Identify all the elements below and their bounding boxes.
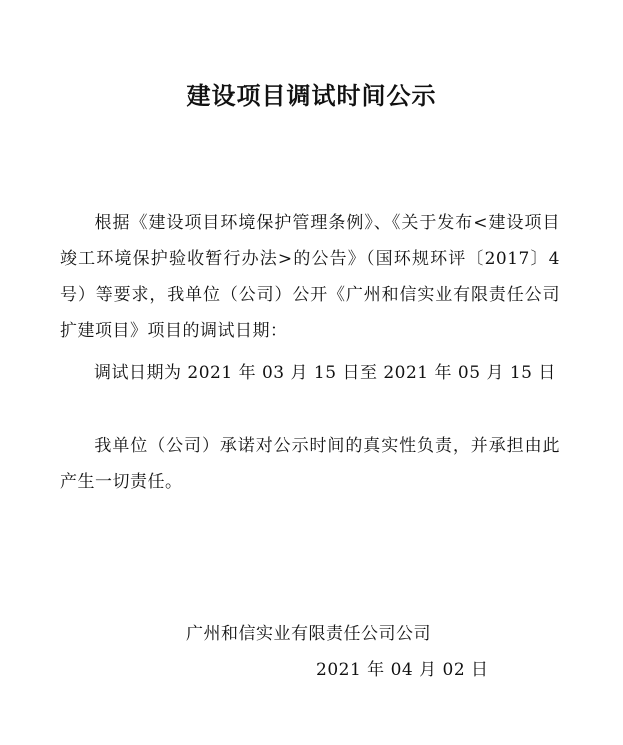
paragraph-regulation-text: 根据《建设项目环境保护管理条例》、《关于发布<建设项目竣工环境保护验收暂行办法>的公告》（国环规环评〔2017〕4号）等要求，我单位（公司）公开《广州和信实业有限责任公司扩建项目》项目的调试日期： bbox=[60, 213, 560, 341]
signature-date: 2021 年 04 月 02 日 bbox=[316, 660, 489, 680]
paragraph-regulation bbox=[60, 205, 560, 349]
paragraph-commitment-text: 我单位（公司）承诺对公示时间的真实性负责，并承担由此产生一切责任。 bbox=[60, 436, 560, 492]
document-title: 建设项目调试时间公示 bbox=[186, 81, 437, 110]
signature-company: 广州和信实业有限责任公司公司 bbox=[186, 624, 431, 644]
paragraph-commitment bbox=[60, 428, 560, 500]
paragraph-debug-date bbox=[60, 355, 560, 391]
paragraph-debug-date-text: 调试日期为 2021 年 03 月 15 日至 2021 年 05 月 15 日 bbox=[94, 363, 556, 383]
